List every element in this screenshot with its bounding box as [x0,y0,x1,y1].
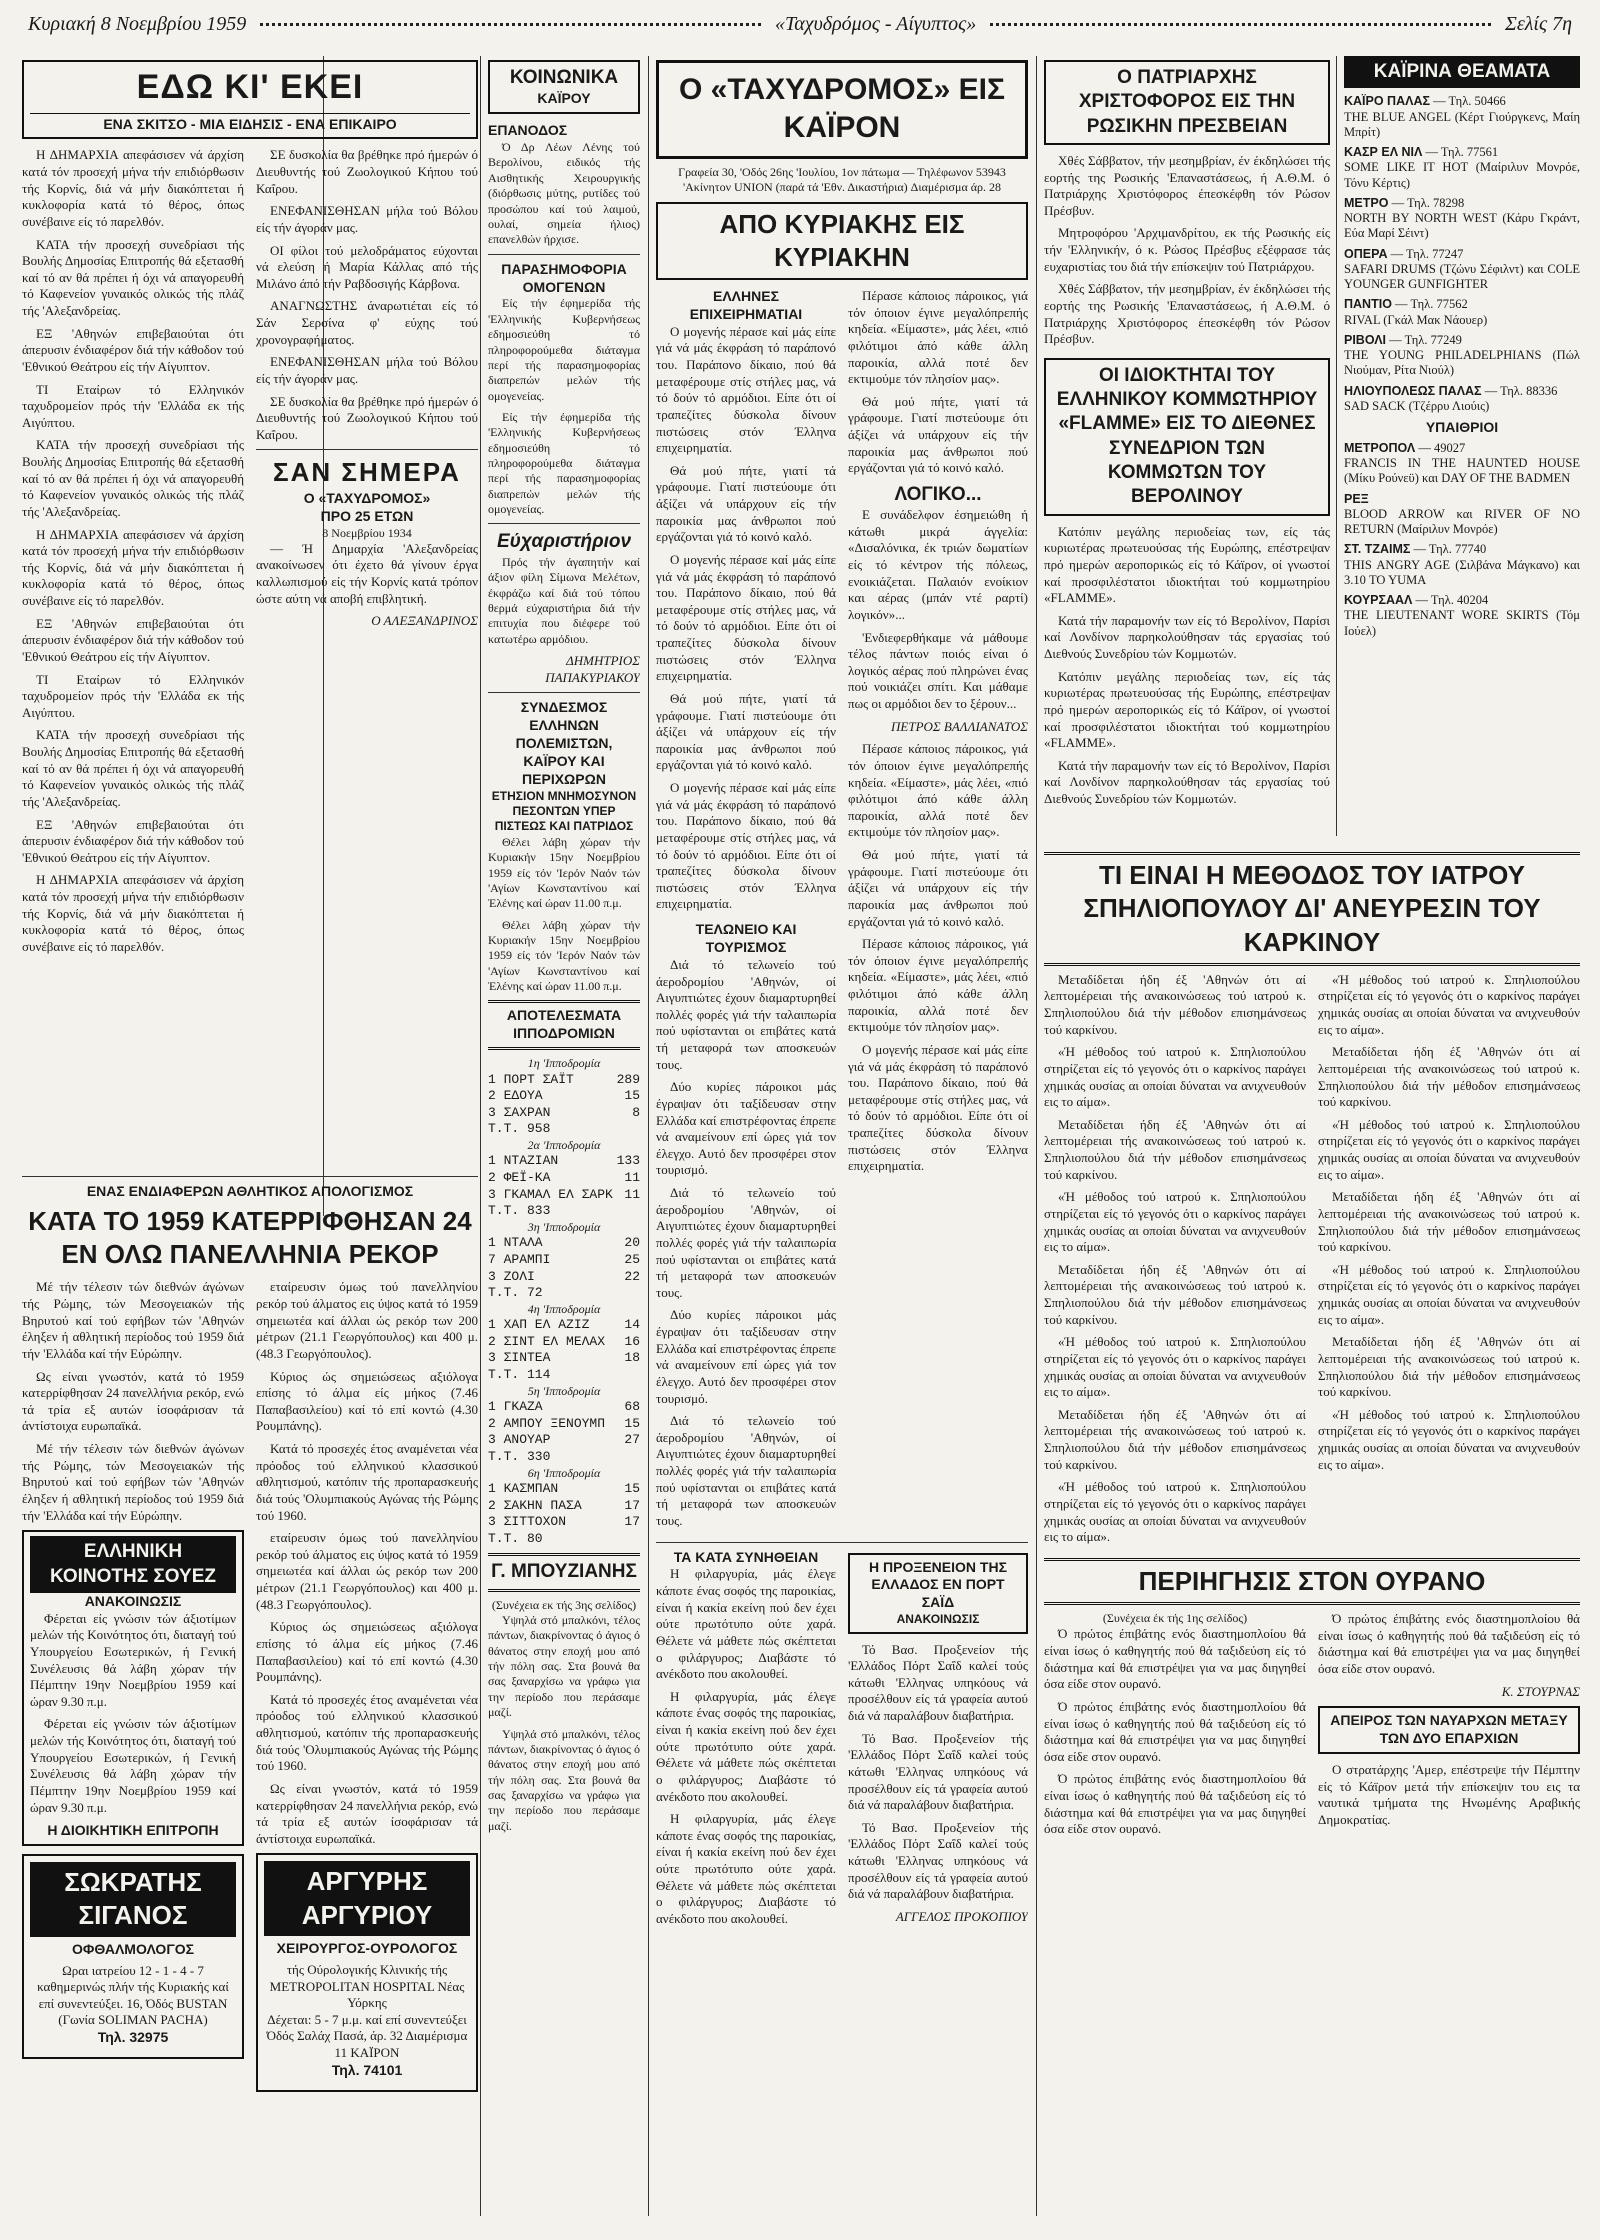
race-horse: 2 ΕΔΟΥΑ [488,1088,543,1104]
customs-text: Διά τό τελωνείο τού άεροδρομίου 'Αθηνών, οί Αιγυπτιώτες έχουν διαμαρτυρηθεί πολλές φορές γιά τήν ταλαιπωρία πού υφίστανται οι επιβάτες κατά τή μεταφορά των αποσκευών τους. [656,1185,836,1300]
cinema-tel: — Τηλ. 77247 [1387,246,1464,261]
cancer-text: «Ή μέθοδος τού ιατρού κ. Σπηλιοπούλου στηρίζεται είς τό γεγονός ότι ο καρκίνος παράγει χημικάς ουσίας αι οποίαι δύναται να ανιχνευθούν εις το αίμα». [1318,1406,1580,1472]
races-list [488,1056,640,1547]
column-divider [480,56,481,2216]
cinema-film: THIS ANGRY AGE (Σιλβάνα Μάγκανο) και 3.10 TO YUMA [1344,557,1580,587]
trip-title: ΠΕΡΙΗΓΗΣΙΣ ΣΤΟΝ ΟΥΡΑΝΟ [1138,1565,1486,1596]
serial-title: Γ. ΜΠΟΥΖΙΑΝΗΣ [488,1553,640,1591]
race-result-row [488,1449,640,1466]
thanks-signature: ΔΗΜΗΤΡΙΟΣ ΠΑΠΑΚΥΡΙΑΚΟΥ [545,652,640,685]
flamme-text: Κατά τήν παραμονήν των είς τό Βερολίνον, Παρίσι καί Λονδίνον παρηκολούθησαν τάς εργασίας τού Διεθνούς Συνεδρίου τών Κομμωτών. [1044,757,1330,807]
race-payout: 17 [624,1497,640,1513]
sports-title: ΚΑΤΑ ΤΟ 1959 ΚΑΤΕΡΡΙΦΘΗΣΑΝ 24 ΕΝ ΟΛΩ ΠΑΝΕΛΛΗΝΙΑ ΡΕΚΟΡ [28,1205,472,1270]
thanks-title: Εύχαριστήριον [496,531,632,553]
cancer-text: «Ή μέθοδος τού ιατρού κ. Σπηλιοπούλου στηρίζεται είς τό γεγονός ότι ο καρκίνος παράγει χημικάς ουσίας αι οποίαι δύναται να ανιχνευθούν εις το αίμα». [1318,971,1580,1037]
race-horse: Τ.Τ. 114 [488,1367,551,1383]
trip-subtitle: (Συνέχεια έκ τής 1ης σελίδος) [1102,1611,1248,1626]
race-horse: 1 ΝΤΑΛΑ [488,1235,543,1251]
notice-title: ΠΑΡΑΣΗΜΟΦΟΡΙΑ ΟΜΟΓΕΝΩΝ [501,260,627,295]
patriarch-text: Χθές Σάββατον, τήν μεσημβρίαν, έν έκδηλώσει τής εορτής της Ρωσικής 'Επαναστάσεως, ή Α.Θ.Μ. ό Πατριάρχης Χριστόφορος έπεσκέφθη τόν Ρώσον Πρέσβυν. [1044,152,1330,218]
race-horse: 3 ΓΚΑΜΑΛ ΕΛ ΣΑΡΚ [488,1186,613,1202]
race-horse: Τ.Τ. 958 [488,1121,551,1137]
race-payout: 15 [624,1088,640,1104]
news-item: ΕΝΕΦΑΝΙΣΘΗΣΑΝ μήλα τού Βόλου είς τήν άγοράν μας. [256,354,478,386]
news-item: ΟΙ φίλοι τού μελοδράματος εύχονται νά ελεύση ή Μαρία Κάλλας από τής Μιλάνο άπό τήν Ραβδοσιγής Κάρβονα. [256,242,478,291]
flamme-title: ΟΙ ΙΔΙΟΚΤΗΤΑΙ ΤΟΥ ΕΛΛΗΝΙΚΟΥ ΚΟΜΜΩΤΗΡΙΟΥ «FLAMME» ΕΙΣ ΤΟ ΔΙΕΘΝΕΣ ΣΥΝΕΔΡΙΟΝ ΤΩΝ ΚΟΜΜΩΤΩΝ ΤΟΥ ΒΕΡΟΛΙΝΟΥ [1056,364,1318,508]
news-item: ΣΕ δυσκολία θα βρέθηκε πρό ήμερών ό Διευθυντής τού Ζωολογικού Κήπου τού Καΐρου. [256,393,478,442]
sports-text: Μέ τήν τέλεσιν τών διεθνών άγώνων τής Ρώμης, τών Μεσογειακών τής Βηρυτού καί τού εφήβων τών 'Αθηνών έληξεν ή αθλητική περίοδος τού 1959 διά τήν 'Ελλάδα καί τήν Εύρώπην. [22,1279,244,1361]
news-item: ΤΙ Εταίρων τό Ελληνικόν ταχυδρομείον πρός τήν 'Ελλάδα εκ τής Αιγύπτου. [22,381,244,430]
weekly-text: Ο μογενής πέρασε καί μάς είπε γιά νά μάς έκφράση τό παράπονό του. Παράπονο δίκαιο, πού θά μεταφέρουμε στίς στήλες μας, νά τό δούν τό αρμόδιοι. Είπε ότι οί τραπεζίτες δύσκολα δίνουν πιστώσεις στόν Έλληνα επιχειρηματία. [848,1041,1028,1174]
paper-name: «Ταχυδρόμος - Αίγυπτος» [774,12,977,35]
custom-text: Η φιλαργυρία, μάς έλεγε κάποτε ένας σοφός της παροικίας, είναι ή κακία εκείνη πού δεν έχει ούτε πρωτότυπο ούτε χαρά. Θέλετε νά μάθετε πώς σκέπτεται ο φιλάργυρος; Διαβάστε τό ανέκδοτο που ακολουθεί. [656,1566,836,1682]
race-horse: 1 ΠΟΡΤ ΣΑΪΤ [488,1071,574,1087]
main-feature-column [656,56,1028,2206]
cinema-list [1344,94,1580,414]
race-result-row [488,1317,640,1334]
issue-date: Κυριακή 8 Νοεμβρίου 1959 [28,12,247,35]
sports-text: Κύριος ώς σημειώσεως αξιόλογα επίσης τό άλμα είς μήκος (7.46 Παπαβασιλείου) καί τό επί κοντώ (4.30 Ρουμπάνης). [256,1619,478,1685]
race-horse: 3 ΣΙΝΤΕΑ [488,1350,551,1366]
weekly-text: Πέρασε κάποιος πάροικος, γιά τόν όποιον έγινε μεγαλόπρεπής κηδεία. «Είμαστε», μάς λέει, «πιό φιλότιμοι άπό κάθε άλλη παροικία, αλλά ποτέ δεν εκτιμούμε τόν πλησίον μας». [848,936,1028,1035]
race-result-row [488,1088,640,1105]
society-header [488,60,640,114]
divider [488,254,640,255]
trip-header [1044,1558,1580,1605]
flamme-text: Κατά τήν παραμονήν των είς τό Βερολίνον, Παρίσι καί Λονδίνον παρηκολούθησαν τάς εργασίας τού Διεθνούς Συνεδρίου τών Κομμωτών. [1044,612,1330,662]
patriarch-header [1044,60,1330,145]
race-result-row [488,1432,640,1449]
community-signature: Η ΔΙΟΙΚΗΤΙΚΗ ΕΠΙΤΡΟΠΗ [47,1822,219,1839]
race-result-row [488,1399,640,1416]
sports-text: Ως είναι γνωστόν, κατά τό 1959 κατερρίφθησαν 24 πανελλήνια ρεκόρ, ενώ τά τρία εξ αυτών ίσοφάρισαν τά άντίστοιχα ευρωπαϊκά. [256,1780,478,1846]
customs-title: ΤΑ ΚΑΤΑ ΣΥΝΗΘΕΙΑΝ [673,1548,819,1565]
thanks-text: Πρός τήν άγαπητήν καί άξιον φίλη Σίμωνα Μελέτων, έκφράζω καί διά τού τόπου θερμά εύχαριστήρια διά τήν επιτυχία που διέφερε τού κατωτέρω αρμόδιου. [488,554,640,646]
news-item: ΚΑΤΑ τήν προσεχή συνεδρίασι τής Βουλής Δημοσίας Επιτροπής θά εξετασθή καί τό αν θά πρέπει ή όχι νά απαγορευθή τό Καφενείον γυναικός ολικώς τής πλάζ τής 'Αλεξανδρείας. [22,437,244,519]
race-horse: 2 ΑΜΠΟΥ ΞΕΝΟΥΜΠ [488,1415,606,1431]
news-item: ΚΑΤΑ τήν προσεχή συνεδρίασι τής Βουλής Δημοσίας Επιτροπής θά εξετασθή καί τό αν θά πρέπει ή όχι νά απαγορευθή τό Καφενείον γυναικός ολικώς τής πλάζ τής 'Αλεξανδρείας. [22,727,244,809]
divider [256,449,478,450]
logic-signature: ΠΕΤΡΟΣ ΒΑΛΛΙΑΝΑΤΟΣ [891,718,1028,734]
sports-text: εταίρευσιν όμως τού πανελληνίου ρεκόρ τού άλματος εις ύψος κατά τό 1959 σημειωτέα καί άλλαι ώς ρεκόρ των 200 μέτρων (21.1 Γεωργόπουλος) και 400 μ. (48.3 Γεωργόπουλος). [256,1530,478,1612]
cinema-name: ΡΙΒΟΛΙ [1344,332,1387,347]
custom-text: Η φιλαργυρία, μάς έλεγε κάποτε ένας σοφός της παροικίας, είναι ή κακία εκείνη πού δεν έχει ούτε πρωτότυπο ούτε χαρά. Θέλετε νά μάθετε πώς σκέπτεται ο φιλάργυρος; Διαβάστε τό ανέκδοτο που ακολουθεί. [656,1811,836,1926]
race-result-row [488,1121,640,1138]
sports-text: Κατά τό προσεχές έτος αναμένεται νέα πρόοδος τού ελληνικού κλασσικού αθλητισμού, κατόπιν τής προπαρασκευής διά τούς 'Ολυμπιακούς Αγώνας τής Ρώμης τού 1960. [256,1691,478,1774]
surgeon-name: ΑΡΓΥΡΗΣ ΑΡΓΥΡΙΟΥ [264,1861,470,1936]
cinema-film: BLOOD ARROW και RIVER OF NO RETURN (Μαίριλυν Μονρόε) [1344,506,1580,537]
race-payout: 16 [624,1333,640,1349]
divider [656,1542,1028,1543]
race-result-row [488,1416,640,1433]
weekly-text: Θά μού πήτε, γιατί τά γράφουμε. Γιατί πιστεύουμε ότι άξίζει νά υπάρχουν είς τήν παροικία μας άνθρωποι πού εργάζονται γιά τό κοινό καλό. [656,690,836,773]
race-result-row [488,1203,640,1220]
community-text: Φέρεται είς γνώσιν τών άξιοτίμων μελών τής Κοινότητος ότι, διαταγή τού Υπουργείου Εσωτερικών, ή Γενική Συνέλευσις θά λάβη χώραν τήν Πέμπτην 19ην Νοεμβρίου 1959 καί ώραν 9.30 π.μ. [30,1716,236,1815]
cinema-film: FRANCIS IN THE HAUNTED HOUSE (Μίκυ Ρούνεϋ) και DAY OF THE BADMEN [1344,456,1580,486]
race-horse: 1 ΝΤΑΖΙΑΝ [488,1153,559,1169]
cinema-film: RIVAL (Γκάλ Μακ Νάουερ) [1344,312,1488,327]
consulate-text: Τό Βασ. Προξενείον τής 'Ελλάδος Πόρτ Σαΐδ καλεί τούς κάτωθι 'Ελληνας υπηκόους νά προσέλθουν είς τά γραφεία αυτού διά νά παραλάβουν διαβατήρια. [848,1641,1028,1724]
race-result-row [488,1153,640,1170]
community-notice [22,1530,244,1846]
race-result-row [488,1072,640,1089]
association-text: Θέλει λάβη χώραν τήν Κυριακήν 15ην Νοεμβρίου 1959 είς τόν 'Ιερόν Ναόν τών 'Αγίων Κωνσταντίνου καί Έλένης καί ώραν 11.00 π.μ. [488,834,640,911]
race-payout: 8 [632,1104,640,1120]
association-text: Θέλει λάβη χώραν τήν Κυριακήν 15ην Νοεμβρίου 1959 είς τόν 'Ιερόν Ναόν τών 'Αγίων Κωνσταντίνου καί Έλένης καί ώραν 11.00 π.μ. [488,917,640,994]
race-horse: 1 ΓΚΑΖΑ [488,1399,543,1415]
race-payout: 22 [624,1268,640,1284]
masthead-rule [990,23,1491,26]
cinema-tel: — Τηλ. 40204 [1412,593,1489,608]
race-payout: 18 [624,1350,640,1366]
logic-title: ΛΟΓΙΚΟ... [894,483,982,505]
sports-section [22,1170,478,2210]
trip-text: Ό πρώτος έπιβάτης ενός διαστημοπλοίου θά είναι ίσως ό καθηγητής πού θά ταξιδεύση είς τό διάστημα καί θά επιστρέψει για να μας διηγηθεί όσα είδε στον ουρανό. [1044,1771,1306,1837]
race-heading: 4η 'Ιπποδρομία [527,1301,601,1316]
custom-text: Η φιλαργυρία, μάς έλεγε κάποτε ένας σοφός της παροικίας, είναι ή κακία εκείνη πού δεν έχει ούτε πρωτότυπο ούτε χαρά. Θέλετε νά μάθετε πώς σκέπτεται ο φιλάργυρος; Διαβάστε τό ανέκδοτο που ακολουθεί. [656,1688,836,1804]
here-and-there-section [22,56,478,1166]
cinema-film: SAD SACK (Τζέρρυ Λιούις) [1344,398,1490,413]
weekly-text: Θά μού πήτε, γιατί τά γράφουμε. Γιατί πιστεύουμε ότι άξίζει νά υπάρχουν είς τήν παροικία μας άνθρωποι πού εργάζονται γιά τό κοινό καλό. [656,462,836,545]
cinema-listing [1344,492,1580,538]
cinema-listing [1344,441,1580,487]
race-heading: 5η 'Ιπποδρομία [527,1383,601,1398]
cinema-film: THE BLUE ANGEL (Κέρτ Γιούργκενς, Μαίη Μπρίτ) [1344,109,1580,139]
races-title: ΑΠΟΤΕΛΕΣΜΑΤΑ ΙΠΠΟΔΡΟΜΙΩΝ [488,1000,640,1050]
surgeon-hours: Δέχεται: 5 - 7 μ.μ. καί επί συνεντεύξει [267,2011,467,2027]
cinema-name: ΜΕΤΡΟΠΟΛ [1344,440,1416,455]
race-payout: 17 [624,1514,640,1530]
cinema-film: THE YOUNG PHILADELPHIANS (Πώλ Νιούμαν, Ρίτα Νιούλ) [1344,348,1580,378]
doctor-text: καθημερινώς πλήν τής Κυριακής καί επί συνεντεύξει. 16, Όδός BUSTAN (Γωνία SOLIMAN PACHA) [37,1979,229,2028]
community-text: Φέρεται είς γνώσιν τών άξιοτίμων μελών τής Κοινότητος ότι, διαταγή τού Υπουργείου Εσωτερικών, ή Γενική Συνέλευσις θά λάβη χώραν τήν Πέμπτην 19ην Νοεμβρίου 1959 καί ώραν 9.30 π.μ. [30,1610,236,1709]
ships-text: Ο στρατάρχης 'Αμερ, επέστρεψε τήν Πέμπτην είς τό Κάϊρον μετά τήν επίσκεψιν του εις τα ναυτικά τμήματα της Ηνωμένης Αραβικής Δημοκρατίας. [1318,1762,1580,1827]
race-payout: 289 [616,1071,640,1087]
serial-subtitle: (Συνέχεια εκ τής 3ης σελίδος) [491,1597,637,1612]
column-divider [648,56,649,2216]
today-signature: Ο ΑΛΕΞΑΝΔΡΙΝΟΣ [371,613,478,629]
surgeon-tel: Τηλ. 74101 [331,2061,403,2078]
serial-text: Υψηλά στό μπαλκόνι, τέλος πάντων, διακρίνοντας ό άγιος ό θάνατος στην εποχή μου από τήν πόλη σας. Στα βουνά θα σας ξαναρχίσω να γράφω για την περίοδο που περάσαμε μαζί. [488,1613,640,1720]
ships-header [1318,1706,1580,1754]
sports-text: εταίρευσιν όμως τού πανελληνίου ρεκόρ τού άλματος εις ύψος κατά τό 1959 σημειωτέα καί άλλαι ώς ρεκόρ των 200 μέτρων (21.1 Γεωργόπουλος) και 400 μ. (48.3 Γεωργόπουλος). [256,1279,478,1361]
race-result-row [488,1285,640,1302]
weekly-text: Θά μού πήτε, γιατί τά γράφουμε. Γιατί πιστεύουμε ότι άξίζει νά υπάρχουν είς τήν παροικία μας άνθρωποι πού εργάζονται γιά τό κοινό καλό. [848,847,1028,929]
cancer-text: Μεταδίδεται ήδη έξ 'Αθηνών ότι αί λεπτομέρειαι τής ανακοινώσεως τού ιατρού κ. Σπηλιοπούλου διά τήν μέθοδον επισημάνσεως τού καρκίνου. [1044,1261,1306,1327]
section-subtitle: ΕΝΑ ΣΚΙΤΣΟ - ΜΙΑ ΕΙΔΗΣΙΣ - ΕΝΑ ΕΠΙΚΑΙΡΟ [30,113,470,134]
today-title: ΣΑΝ ΣΗΜΕΡΑ [273,457,461,488]
sports-text: Μέ τήν τέλεσιν τών διεθνών άγώνων τής Ρώμης, τών Μεσογειακών τής Βηρυτού καί τού εφήβων τών 'Αθηνών έληξεν ή αθλητική περίοδος τού 1959 διά τήν 'Ελλάδα καί τήν Εύρώπην. [22,1441,244,1523]
logic-text: 'Ενδιεφερθήκαμε νά μάθουμε τέλος πάντων ποιός είναι ό λογικός αέρας πού πληρώνει ένας πού νοικιάζει σπίτι. Και μάθαμε πως οι αρμόδιοι δεν το ξέρουν... [848,629,1028,712]
cinema-tel: — 49027 [1415,440,1466,455]
surgeon-role: ΧΕΙΡΟΥΡΓΟΣ-ΟΥΡΟΛΟΓΟΣ [276,1939,458,1956]
today-paper: Ο «ΤΑΧΥΔΡΟΜΟΣ» [303,489,431,506]
race-horse: 3 ΣΙΤΤΟΧΟΝ [488,1514,567,1530]
race-payout: 20 [624,1235,640,1251]
divider [488,692,640,693]
customs-text: Διά τό τελωνείο τού άεροδρομίου 'Αθηνών, οί Αιγυπτιώτες έχουν διαμαρτυρηθεί πολλές φορές γιά τήν ταλαιπωρία πού υφίστανται οι επιβάτες κατά τή μεταφορά των αποσκευών τους. [656,956,836,1072]
race-horse: Τ.Τ. 330 [488,1448,551,1464]
cancer-text: Μεταδίδεται ήδη έξ 'Αθηνών ότι αί λεπτομέρειαι τής ανακοινώσεως τού ιατρού κ. Σπηλιοπούλου διά τήν μέθοδον επισημάνσεως τού καρκίνου. [1318,1334,1580,1400]
outdoor-cinema-list [1344,441,1580,639]
race-horse: 2 ΣΑΚΗΝ ΠΑΣΑ [488,1497,582,1513]
race-payout: 68 [624,1399,640,1415]
news-item: ΤΙ Εταίρων τό Ελληνικόν ταχυδρομείον πρός τήν 'Ελλάδα εκ τής Αιγύπτου. [22,671,244,720]
consulate-text: Τό Βασ. Προξενείον τής 'Ελλάδος Πόρτ Σαΐδ καλεί τούς κάτωθι 'Ελληνας υπηκόους νά προσέλθουν είς τά γραφεία αυτού διά νά παραλάβουν διαβατήρια. [848,1819,1028,1902]
weekly-text: Πέρασε κάποιος πάροικος, γιά τόν όποιον έγινε μεγαλόπρεπής κηδεία. «Είμαστε», μάς λέει, «πιό φιλότιμοι άπό κάθε άλλη παροικία, αλλά ποτέ δεν εκτιμούμε τόν πλησίον μας». [848,741,1028,840]
race-heading: 2α 'Ιπποδρομία [527,1138,601,1153]
cinema-name: ΡΕΞ [1344,491,1369,506]
column-divider [1036,56,1037,2216]
race-horse: Τ.Τ. 72 [488,1285,543,1301]
cinema-listing [1344,196,1580,242]
race-horse: 3 ΑΝΟΥΑΡ [488,1432,551,1448]
consulate-subtitle: ΑΝΑΚΟΙΝΩΣΙΣ [896,1612,980,1627]
sports-text: Ως είναι γνωστόν, κατά τό 1959 κατερρίφθησαν 24 πανελλήνια ρεκόρ, ενώ τά τρία εξ αυτών ίσοφάρισαν τά άντίστοιχα ευρωπαϊκά. [22,1368,244,1434]
race-result-row [488,1170,640,1187]
race-result-row [488,1350,640,1367]
race-result-row [488,1105,640,1122]
masthead-rule [260,23,761,26]
cinema-listing [1344,297,1580,328]
section-header [22,60,478,139]
society-title: ΚΟΙΝΩΝΙΚΑ [509,67,619,88]
cinema-tel: — Τηλ. 50466 [1429,94,1506,109]
race-payout: 15 [624,1480,640,1496]
news-item: Η ΔΗΜΑΡΧΙΑ απεφάσισεν νά άρχίση κατά τόν προσεχή μήνα τήν επιδιόρθωσιν τής Κορνίς, διά νά μήν διακόπτεται ή κυκλοφορία κατά τό θέρος, όπως συνέβαινε είς τό παρελθόν. [22,147,244,229]
news-item: Η ΔΗΜΑΡΧΙΑ απεφάσισεν νά άρχίση κατά τόν προσεχή μήνα τήν επιδιόρθωσιν τής Κορνίς, διά νά μήν διακόπτεται ή κυκλοφορία κατά τό θέρος, όπως συνέβαινε είς τό παρελθόν. [22,872,244,954]
lower-right-section [1044,846,1580,2206]
cancer-text: «Ή μέθοδος τού ιατρού κ. Σπηλιοπούλου στηρίζεται είς τό γεγονός ότι ο καρκίνος παράγει χημικάς ουσίας αι οποίαι δύναται να ανιχνευθούν εις το αίμα». [1044,1044,1306,1110]
cancer-header [1044,852,1580,966]
notice-text: Είς τήν έφημερίδα τής 'Ελληνικής Κυβερνήσεως εδημοσιεύθη τό πληροφορούμεθα διάταγμα περί τής παρασημοφορίας διαπρεπών μελών τής ομογενείας. [488,296,640,403]
race-payout: 11 [624,1170,640,1186]
doctor-role: ΟΦΘΑΛΜΟΛΟΓΟΣ [71,1940,195,1957]
cinema-film: SAFARI DRUMS (Τζώνυ Σέφιλντ) και COLE YOUNGER GUNFIGHTER [1344,261,1580,292]
cinema-name: ΣΤ. ΤΖΑΙΜΣ [1344,542,1411,557]
race-result-row [488,1235,640,1252]
customs-title: ΤΕΛΩΝΕΙΟ ΚΑΙ ΤΟΥΡΙΣΜΟΣ [695,921,797,955]
race-payout: 27 [624,1432,640,1448]
divider [488,523,640,524]
surgeon-ad [256,1853,478,2091]
ships-title: ΑΠΕΙΡΟΣ ΤΩΝ ΝΑΥΑΡΧΩΝ ΜΕΤΑΞΥ ΤΩΝ ΔΥΟ ΕΠΑΡΧΙΩΝ [1330,1712,1568,1747]
cinema-tel: — Τηλ. 77561 [1422,145,1499,160]
news-item: ΕΞ 'Αθηνών επιβεβαιούται ότι άπερυσιν ένδιαφέρον διά τήν κάθοδον τού 'Εθνικού Θεάτρου είς τήν Αίγυπτον. [22,816,244,865]
doctor-name: ΣΩΚΡΑΤΗΣ ΣΙΓΑΝΟΣ [30,1862,236,1937]
cancer-text: «Ή μέθοδος τού ιατρού κ. Σπηλιοπούλου στηρίζεται είς τό γεγονός ότι ο καρκίνος παράγει χημικάς ουσίας αι οποίαι δύναται να ανιχνευθούν εις το αίμα». [1044,1479,1306,1545]
trip-text: Ό πρώτος έπιβάτης ενός διαστημοπλοίου θά είναι ίσως ό καθηγητής πού θά ταξιδεύση είς τό διάστημα καί θά επιστρέψει για να μας διηγηθεί όσα είδε στον ουρανό. [1044,1626,1306,1692]
column-divider [1336,56,1337,836]
race-result-row [488,1514,640,1531]
flamme-header [1044,358,1330,516]
race-heading: 1η 'Ιπποδρομία [527,1056,601,1071]
patriarch-text: Μητροφόρου 'Αρχιμανδρίτου, εκ τής Ρωσικής είς τήν 'Ελληνικήν, ό κ. Ρώσος Πρέσβυς εξέφρασε τάς ευχαριστίας του διά τήν επίσκεψιν τού Πατριάρχου. [1044,225,1330,274]
cinema-name: ΠΑΝΤΙΟ [1344,297,1392,312]
race-result-row [488,1531,640,1548]
entertainment-title: ΚΑΪΡΙΝΑ ΘΕΑΜΑΤΑ [1344,56,1580,88]
cinema-listing [1344,94,1580,140]
cancer-text: Μεταδίδεται ήδη έξ 'Αθηνών ότι αί λεπτομέρειαι τής ανακοινώσεως τού ιατρού κ. Σπηλιοπούλου διά τήν μέθοδον επισημάνσεως τού καρκίνου. [1318,1189,1580,1255]
trip-text: Ό πρώτος έπιβάτης ενός διαστημοπλοίου θά είναι ίσως ό καθηγητής πού θά ταξιδεύση είς τό διάστημα καί θά επιστρέψει για να μας διηγηθεί όσα είδε στον ουρανό. [1318,1611,1580,1676]
society-subtitle: ΚΑΪΡΟΥ [537,90,591,107]
flamme-text: Κατόπιν μεγάλης περιοδείας των, είς τάς κυριωτέρας πρωτευούσας τής Ευρώπης, επέστρεψαν πρό ημερών αεροπορικώς είς τό Κάϊρον, οί γνωστοί καί προσφιλέστατοι ιδιοκτήται τού κομμωτηρίου «FLAMME». [1044,668,1330,751]
cinema-name: ΜΕΤΡΟ [1344,195,1389,210]
race-horse: 2 ΣΙΝΤ ΕΛ ΜΕΛΑΧ [488,1333,606,1349]
trip-text: Ό πρώτος έπιβάτης ενός διαστημοπλοίου θά είναι ίσως ό καθηγητής πού θά ταξιδεύση είς τό διάστημα καί θά επιστρέψει για να μας διηγηθεί όσα είδε στον ουρανό. [1044,1698,1306,1764]
banner-title: Ο «ΤΑΧΥΔΡΟΜΟΣ» ΕΙΣ ΚΑΪΡΟΝ [678,73,1005,145]
community-title: ΕΛΛΗΝΙΚΗ ΚΟΙΝΟΤΗΣ ΣΟΥΕΖ [30,1536,236,1593]
cinema-tel: — Τηλ. 78298 [1388,195,1465,210]
news-item: Η ΔΗΜΑΡΧΙΑ απεφάσισεν νά άρχίση κατά τόν προσεχή μήνα τήν επιδιόρθωσιν τής Κορνίς, διά νά μήν διακόπτεται ή κυκλοφορία κατά τό θέρος, όπως συνέβαινε είς τό παρελθόν. [22,526,244,609]
section-title: ΕΔΩ ΚΙ' ΕΚΕΙ [136,68,364,106]
cinema-name: ΚΟΥΡΣΑΑΛ [1344,593,1413,608]
weekly-kicker: ΕΛΛΗΝΕΣ ΕΠΙΧΕΙΡΗΜΑΤΙΑΙ [689,288,803,322]
today-date: 8 Νοεμβρίου 1934 [322,525,412,540]
cinema-listing [1344,384,1580,415]
race-horse: 7 ΑΡΑΜΠΙ [488,1251,551,1267]
notice-text: Είς τήν έφημερίδα τής 'Ελληνικής Κυβερνήσεως εδημοσιεύθη τό πληροφορούμεθα διάταγμα περί τής παρασημοφορίας διαπρεπών μελών τής ομογενείας. [488,409,640,517]
race-result-row [488,1334,640,1351]
race-payout: 133 [616,1153,640,1169]
race-payout: 14 [624,1317,640,1333]
race-payout: 25 [624,1251,640,1267]
race-result-row [488,1498,640,1515]
entertainment-column [1344,56,1580,836]
sports-kicker: ΕΝΑΣ ΕΝΔΙΑΦΕΡΩΝ ΑΘΛΗΤΙΚΟΣ ΑΠΟΛΟΓΙΣΜΟΣ [86,1183,414,1199]
cinema-listing [1344,145,1580,191]
race-horse: 3 ΖΟΛΙ [488,1268,535,1284]
consulate-title: Η ΠΡΟΞΕΝΕΙΟΝ ΤΗΣ ΕΛΛΑΔΟΣ ΕΝ ΠΟΡΤ ΣΑΪΔ [869,1558,1007,1611]
cinema-tel: — Τηλ. 77562 [1391,297,1468,312]
return-text: Ό Δρ Λέων Λένης τού Βερολίνου, ειδικός τής Αισθητικής Χειρουργικής (διόρθωσις μύτης, ρυτίδες τού προσώπου καί τού λαιμού, ουλαί, σημεία ήλιος) επανελθών ήρχισε. [488,140,640,247]
today-text: — Ή Δημαρχία 'Αλεξανδρείας ανακοίνωσεν ότι έχετο θά γίνουν έργα καλλωπισμού είς τήν Κορνίς κατά τρόπον ώστε αύτη νά αποβή επιβλητική. [256,540,478,606]
news-item: ΑΝΑΓΝΩΣΤΗΣ άναρωτιέται είς τό Σάν Σερσίνα φ' εύχης τού χρονογραφήματος. [256,298,478,347]
consulate-notice [848,1553,1028,1634]
race-heading: 3η 'Ιπποδρομία [527,1219,601,1234]
race-result-row [488,1367,640,1384]
race-result-row [488,1187,640,1204]
cinema-film: THE LIEUTENANT WORE SKIRTS (Τόμ Ιούελ) [1344,608,1580,638]
cancer-text: «Ή μέθοδος τού ιατρού κ. Σπηλιοπούλου στηρίζεται είς τό γεγονός ότι ο καρκίνος παράγει χημικάς ουσίας αι οποίαι δύναται να ανιχνευθούν εις το αίμα». [1318,1116,1580,1182]
cinema-tel: — Τηλ. 77740 [1410,542,1487,557]
race-payout: 15 [624,1415,640,1431]
cinema-name: ΚΑΣΡ ΕΛ ΝΙΛ [1344,145,1423,160]
society-column [488,56,640,2206]
sports-text: Κύριος ώς σημειώσεως αξιόλογα επίσης τό άλμα είς μήκος (7.46 Παπαβασιλείου) καί τό επί κοντώ (4.30 Ρουμπάνης). [256,1368,478,1434]
cancer-text: Μεταδίδεται ήδη έξ 'Αθηνών ότι αί λεπτομέρειαι τής ανακοινώσεως τού ιατρού κ. Σπηλιοπούλου διά τήν μέθοδον επισημάνσεως τού καρκίνου. [1044,1116,1306,1182]
weekly-text: Θά μού πήτε, γιατί τά γράφουμε. Γιατί πιστεύουμε ότι άξίζει νά υπάρχουν είς τήν παροικία μας άνθρωποι πού εργάζονται γιά τό κοινό καλό. [848,393,1028,476]
association-title: ΣΥΝΔΕΣΜΟΣ ΕΛΛΗΝΩΝ ΠΟΛΕΜΙΣΤΩΝ, ΚΑΪΡΟΥ ΚΑΙ ΠΕΡΙΧΩΡΩΝ [515,699,613,787]
outdoor-title: ΥΠΑΙΘΡΙΟΙ [1425,419,1499,436]
race-result-row [488,1252,640,1269]
doctor-hours: Ωραι ιατρείου 12 - 1 - 4 - 7 [62,1962,204,1978]
cinema-listing [1344,247,1580,293]
race-horse: Τ.Τ. 833 [488,1203,551,1219]
race-payout: 11 [624,1186,640,1202]
news-item: ΕΞ 'Αθηνών επιβεβαιούται ότι άπερυσιν ένδιαφέρον διά τήν κάθοδον τού 'Εθνικού Θεάτρου είς τήν Αίγυπτον. [22,615,244,664]
cinema-tel: — Τηλ. 88336 [1481,383,1558,398]
race-horse: 3 ΣΑΧΡΑΝ [488,1104,551,1120]
weekly-text: Πέρασε κάποιος πάροικος, γιά τόν όποιον έγινε μεγαλόπρεπής κηδεία. «Είμαστε», μάς λέει, «πιό φιλότιμοι άπό κάθε άλλη παροικία, αλλά ποτέ δεν εκτιμούμε τόν πλησίον μας». [848,288,1028,387]
cancer-text: «Ή μέθοδος τού ιατρού κ. Σπηλιοπούλου στηρίζεται είς τό γεγονός ότι ο καρκίνος παράγει χημικάς ουσίας αι οποίαι δύναται να ανιχνευθούν εις το αίμα». [1318,1261,1580,1327]
cancer-text: «Ή μέθοδος τού ιατρού κ. Σπηλιοπούλου στηρίζεται είς τό γεγονός ότι ο καρκίνος παράγει χημικάς ουσίας αι οποίαι δύναται να ανιχνευθούν εις το αίμα». [1044,1189,1306,1255]
doctor-ad [22,1854,244,2059]
weekly-title: ΑΠΟ ΚΥΡΙΑΚΗΣ ΕΙΣ ΚΥΡΙΑΚΗΝ [719,208,965,272]
cinema-listing [1344,333,1580,379]
trip-signature: Κ. ΣΤΟΥΡΝΑΣ [1501,1683,1580,1699]
news-item: ΣΕ δυσκολία θα βρέθηκε πρό ήμερών ό Διευθυντής τού Ζωολογικού Κήπου τού Καΐρου. [256,147,478,196]
weekly-text: Ο μογενής πέρασε καί μάς είπε γιά νά μάς έκφράση τό παράπονό του. Παράπονο δίκαιο, πού θά μεταφέρουμε στίς στήλες μας, νά τό δούν τό αρμόδιοι. Είπε ότι οί τραπεζίτες δύσκολα δίνουν πιστώσεις στόν Έλληνα επιχειρηματία. [656,780,836,912]
community-subtitle: ΑΝΑΚΟΙΝΩΣΙΣ [84,1592,182,1609]
doctor-tel: Τηλ. 32975 [97,2029,169,2046]
news-item: ΕΞ 'Αθηνών επιβεβαιούται ότι άπερυσιν ένδιαφέρον διά τήν κάθοδον τού 'Εθνικού Θεάτρου είς τήν Αίγυπτον. [22,325,244,374]
race-heading: 6η 'Ιπποδρομία [527,1465,601,1480]
weekly-text: Ο μογενής πέρασε καί μάς είπε γιά νά μάς έκφράση τό παράπονό του. Παράπονο δίκαιο, πού θά μεταφέρουμε στίς στήλες μας, νά τό δούν τό αρμόδιοι. Είπε ότι οί τραπεζίτες δύσκολα δίνουν πιστώσεις στόν Έλληνα επιχειρηματία. [656,551,836,684]
cinema-name: ΚΑΪΡΟ ΠΑΛΑΣ [1344,94,1430,109]
cairo-office-banner [656,60,1028,159]
race-result-row [488,1481,640,1498]
cinema-film: NORTH BY NORTH WEST (Κάρυ Γκράντ, Εύα Μαρί Σέιντ) [1344,211,1580,241]
consulate-text: Τό Βασ. Προξενείον τής 'Ελλάδος Πόρτ Σαΐδ καλεί τούς κάτωθι 'Ελληνας υπηκόους νά προσέλθουν είς τά γραφεία αυτού διά νά παραλάβουν διαβατήρια. [848,1730,1028,1813]
news-item: ΚΑΤΑ τήν προσεχή συνεδρίασι τής Βουλής Δημοσίας Επιτροπής θά εξετασθή καί τό αν θά πρέπει ή όχι νά απαγορευθή τό Καφενείον γυναικός ολικώς τής πλάζ τής 'Αλεξανδρείας. [22,236,244,319]
race-horse: 2 ΦΕΪ-ΚΑ [488,1170,551,1186]
customs-text: Δύο κυρίες πάροικοι μάς έγραψαν ότι ταξίδευσαν στην Ελλάδα καί επιστρέφοντας έπρεπε νά αναμείνουν επί ώρες γιά τον έλεγχο. Αυτό δεν προσφέρει στον τουρισμό. [656,1079,836,1178]
patriarch-column [1044,56,1330,836]
weekly-header [656,202,1028,281]
cancer-text: Μεταδίδεται ήδη έξ 'Αθηνών ότι αί λεπτομέρειαι τής ανακοινώσεως τού ιατρού κ. Σπηλιοπούλου διά τήν μέθοδον επισημάνσεως τού καρκίνου. [1044,1406,1306,1472]
today-ago: ΠΡΟ 25 ΕΤΩΝ [320,507,414,524]
serial-text: Υψηλά στό μπαλκόνι, τέλος πάντων, διακρίνοντας ό άγιος ό θάνατος στην εποχή μου από τήν πόλη σας. Στα βουνά θα σας ξαναρχίσω να γράφω για την περίοδο που περάσαμε μαζί. [488,1726,640,1833]
cancer-text: Μεταδίδεται ήδη έξ 'Αθηνών ότι αί λεπτομέρειαι τής ανακοινώσεως τού ιατρού κ. Σπηλιοπούλου διά τήν μέθοδον επισημάνσεως τού καρκίνου. [1318,1044,1580,1110]
customs-text: Δύο κυρίες πάροικοι μάς έγραψαν ότι ταξίδευσαν στην Ελλάδα καί επιστρέφοντας έπρεπε νά αναμείνουν επί ώρες γιά τον έλεγχο. Αυτό δεν προσφέρει στον τουρισμό. [656,1307,836,1406]
cancer-title: ΤΙ ΕΙΝΑΙ Η ΜΕΘΟΔΟΣ ΤΟΥ ΙΑΤΡΟΥ ΣΠΗΛΙΟΠΟΥΛΟΥ ΔΙ' ΑΝΕΥΡΕΣΙΝ ΤΟΥ ΚΑΡΚΙΝΟΥ [1083,860,1541,957]
office-address: Γραφεία 30, 'Οδός 26ης 'Ιουλίου, 1ον πάτωμα — Τηλέφωνον 53943 'Ακίνητον UNION (παρά τά 'Εθν. Δικαστήρια) Διαμέρισμα άρ. 28 [678,164,1006,195]
weekly-text: Ο μογενής πέρασε καί μάς είπε γιά νά μάς έκφράση τό παράπονό του. Παράπονο δίκαιο, πού θά μεταφέρουμε στίς στήλες μας, νά τό δούν τό αρμόδιοι. Είπε ότι οί τραπεζίτες δύσκολα δίνουν πιστώσεις στόν Έλληνα επιχειρηματία. [656,323,836,456]
cancer-text: Μεταδίδεται ήδη έξ 'Αθηνών ότι αί λεπτομέρειαι τής ανακοινώσεως τού ιατρού κ. Σπηλιοπούλου διά τήν μέθοδον επισημάνσεως τού καρκίνου. [1044,971,1306,1037]
surgeon-addr: Όδός Σαλάχ Πασά, άρ. 32 Διαμέρισμα 11 ΚΑΪΡΟΝ [266,2028,468,2060]
race-horse: 1 ΧΑΠ ΕΛ ΑΖΙΖ [488,1317,590,1333]
cinema-name: ΗΛΙΟΥΠΟΛΕΩΣ ΠΑΛΑΣ [1344,383,1482,398]
return-heading: ΕΠΑΝΟΔΟΣ [488,122,568,139]
cinema-name: ΟΠΕΡΑ [1344,246,1388,261]
news-item: ΕΝΕΦΑΝΙΣΘΗΣΑΝ μήλα τού Βόλου είς τήν άγοράν μας. [256,203,478,235]
cancer-text: «Ή μέθοδος τού ιατρού κ. Σπηλιοπούλου στηρίζεται είς τό γεγονός ότι ο καρκίνος παράγει χημικάς ουσίας αι οποίαι δύναται να ανιχνευθούν εις το αίμα». [1044,1334,1306,1400]
patriarch-title: Ο ΠΑΤΡΙΑΡΧΗΣ ΧΡΙΣΤΟΦΟΡΟΣ ΕΙΣ ΤΗΝ ΡΩΣΙΚΗΝ ΠΡΕΣΒΕΙΑΝ [1078,67,1296,137]
logic-text: Ε συνάδελφον έσημειώθη ή κάτωθι μικρά άγγελία: «Δισαλόνικα, έκ τριών δωματίων είς τό κέντρον τής πόλεως, ενοικιάζεται. Παλαιόν ενοίκιον και αέρας (μπάν ντέ ραρτί) λογικόν»... [848,507,1028,622]
cinema-listing [1344,593,1580,639]
cinema-film: SOME LIKE IT HOT (Μαίριλυν Μονρόε, Τόνυ Κέρτις) [1344,160,1580,190]
cinema-listing [1344,542,1580,588]
patriarch-text: Χθές Σάββατον, τήν μεσημβρίαν, έν έκδηλώσει τής εορτής της Ρωσικής 'Επαναστάσεως, ή Α.Θ.Μ. ό Πατριάρχης Χριστόφορος έπεσκέφθη τόν Ρώσον Πρέσβυν. [1044,281,1330,347]
customs-text: Διά τό τελωνείο τού άεροδρομίου 'Αθηνών, οί Αιγυπτιώτες έχουν διαμαρτυρηθεί πολλές φορές γιά τήν ταλαιπωρία πού υφίστανται οι επιβάτες κατά τή μεταφορά των αποσκευών τους. [656,1413,836,1528]
race-horse: 1 ΚΑΣΜΠΑΝ [488,1480,559,1496]
serial-signature: ΑΓΓΕΛΟΣ ΠΡΟΚΟΠΙΟΥ [895,1908,1028,1924]
sports-text: Κατά τό προσεχές έτος αναμένεται νέα πρόοδος τού ελληνικού κλασσικού αθλητισμού, κατόπιν τής προπαρασκευής διά τούς 'Ολυμπιακούς Αγώνας τής Ρώμης τού 1960. [256,1441,478,1523]
flamme-text: Κατόπιν μεγάλης περιοδείας των, είς τάς κυριωτέρας πρωτευούσας τής Ευρώπης, επέστρεψαν πρό ημερών αεροπορικώς είς τό Κάϊρον, οί γνωστοί καί προσφιλέστατοι ιδιοκτήται τού κομμωτηρίου «FLAMME». [1044,523,1330,606]
race-horse: Τ.Τ. 80 [488,1530,543,1546]
cinema-tel: — Τηλ. 77249 [1386,332,1462,347]
surgeon-text: τής Ούρολογικής Κλινικής τής METROPOLITAN HOSPITAL Νέας Υόρκης [269,1961,465,2011]
divider [22,1176,478,1177]
page-number: Σελίς 7η [1504,12,1572,35]
race-result-row [488,1269,640,1286]
association-subtitle: ΕΤΗΣΙΟΝ ΜΝΗΜΟΣΥΝΟΝ ΠΕΣΟΝΤΩΝ ΥΠΕΡ ΠΙΣΤΕΩΣ ΚΑΙ ΠΑΤΡΙΔΟΣ [491,788,637,834]
masthead [0,0,1600,48]
